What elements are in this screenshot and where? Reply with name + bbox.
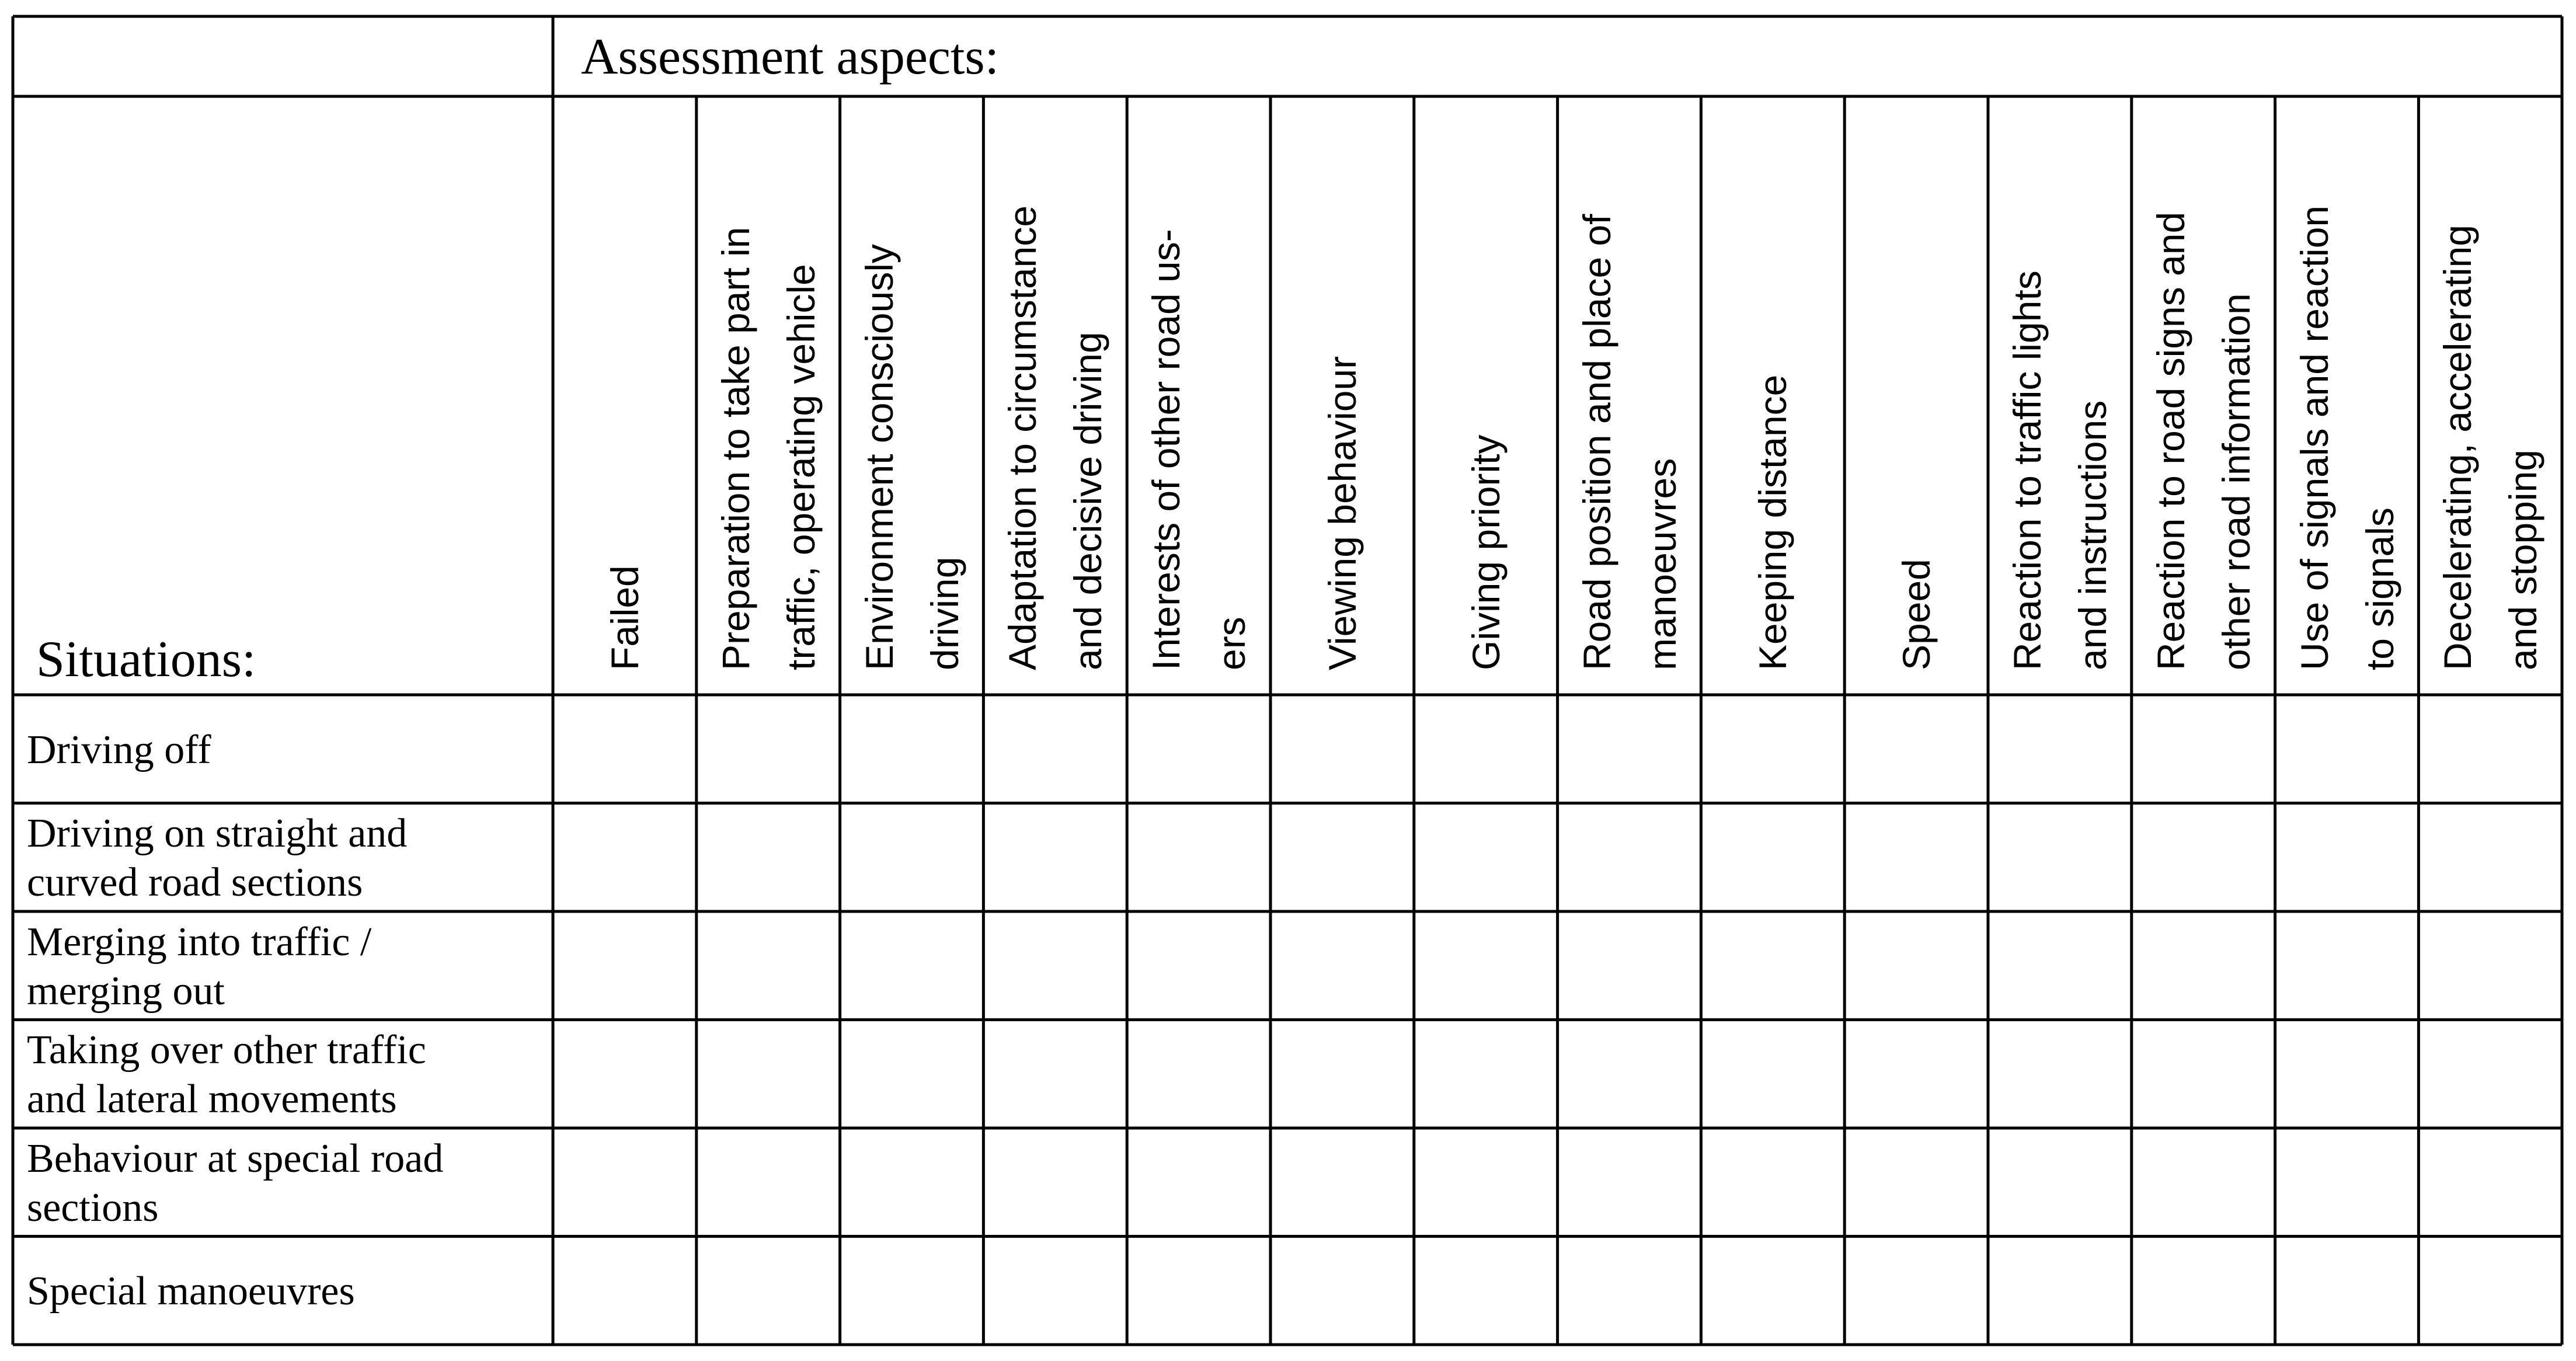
situation-label <box>27 1026 426 1124</box>
assessment-cell[interactable] <box>1560 806 1699 910</box>
assessment-cell[interactable] <box>2278 1239 2417 1343</box>
assessment-cell[interactable] <box>1129 1130 1268 1234</box>
assessment-cell[interactable] <box>1990 1239 2129 1343</box>
assessment-cell[interactable] <box>1990 1130 2129 1234</box>
situation-label <box>27 726 211 775</box>
assessment-cell[interactable] <box>555 914 694 1018</box>
assessment-cell[interactable] <box>1560 914 1699 1018</box>
assessment-cell[interactable] <box>555 697 694 801</box>
assessment-cell[interactable] <box>1273 1130 1412 1234</box>
assessment-cell[interactable] <box>986 1130 1125 1234</box>
assessment-cell[interactable] <box>1416 806 1555 910</box>
assessment-cell[interactable] <box>843 806 981 910</box>
situation-label-line: Special manoeuvres <box>27 1269 355 1314</box>
situation-label-line: and lateral movements <box>27 1077 397 1122</box>
assessment-cell[interactable] <box>699 697 838 801</box>
situation-label-line: Driving off <box>27 727 211 772</box>
aspect-header-label <box>1273 83 1411 670</box>
assessment-cell[interactable] <box>986 1239 1125 1343</box>
assessment-cell[interactable] <box>2421 1130 2560 1234</box>
aspect-label-line: Failed <box>603 565 646 670</box>
assessment-cell[interactable] <box>2134 914 2273 1018</box>
assessment-cell[interactable] <box>555 1130 694 1234</box>
assessment-cell[interactable] <box>1129 914 1268 1018</box>
situation-label-line: Taking over other traffic <box>27 1028 426 1073</box>
assessment-cell[interactable] <box>986 914 1125 1018</box>
assessment-cell[interactable] <box>2134 1130 2273 1234</box>
aspect-label-line: Reaction to traffic lights <box>2005 270 2049 670</box>
aspect-label-line: Giving priority <box>1464 434 1508 670</box>
assessment-cell[interactable] <box>1703 697 1842 801</box>
assessment-cell[interactable] <box>2278 914 2417 1018</box>
aspect-label-line: Reaction to road signs and <box>2149 211 2192 670</box>
situation-label <box>27 1267 355 1316</box>
assessment-cell[interactable] <box>1416 1239 1555 1343</box>
aspect-label-line: and decisive driving <box>1066 332 1110 670</box>
assessment-cell[interactable] <box>1847 914 1986 1018</box>
aspect-label-line: other road information <box>2214 293 2258 670</box>
situation-label-line: curved road sections <box>27 860 363 906</box>
aspect-header-label <box>2421 83 2559 670</box>
assessment-cell[interactable] <box>2134 806 2273 910</box>
situation-label-line: sections <box>27 1185 159 1230</box>
assessment-cell[interactable] <box>699 1239 838 1343</box>
aspect-label-line: driving <box>923 556 966 670</box>
assessment-cell[interactable] <box>699 1022 838 1126</box>
aspect-header-label <box>986 83 1124 670</box>
assessment-cell[interactable] <box>1847 1130 1986 1234</box>
situation-label <box>27 918 371 1016</box>
assessment-cell[interactable] <box>555 1239 694 1343</box>
assessment-cell[interactable] <box>555 1022 694 1126</box>
aspect-header-label <box>1561 83 1698 670</box>
assessment-cell[interactable] <box>699 914 838 1018</box>
aspect-label-line: Viewing behaviour <box>1320 356 1364 670</box>
aspect-header-label <box>1417 83 1555 670</box>
assessment-cell[interactable] <box>2278 1130 2417 1234</box>
aspect-header-label <box>556 83 694 670</box>
assessment-cell[interactable] <box>843 697 981 801</box>
aspect-label-line: Use of signals and reaction <box>2292 205 2336 670</box>
situation-label-line: merging out <box>27 968 225 1014</box>
assessment-cell[interactable] <box>1416 914 1555 1018</box>
aspect-header-label <box>699 83 837 670</box>
assessment-cell[interactable] <box>1560 1130 1699 1234</box>
aspect-label-line: Adaptation to circumstance <box>1001 205 1045 670</box>
assessment-cell[interactable] <box>1703 1130 1842 1234</box>
situations-heading: Situations: <box>36 631 256 688</box>
situation-label <box>27 1134 443 1233</box>
assessment-cell[interactable] <box>1416 1130 1555 1234</box>
assessment-cell[interactable] <box>1703 914 1842 1018</box>
assessment-cell[interactable] <box>2134 697 2273 801</box>
assessment-cell[interactable] <box>1990 1022 2129 1126</box>
aspect-label-line: Preparation to take part in <box>713 227 757 670</box>
assessment-cell[interactable] <box>1703 1239 1842 1343</box>
assessment-cell[interactable] <box>699 1130 838 1234</box>
assessment-cell[interactable] <box>1273 914 1412 1018</box>
assessment-cell[interactable] <box>1129 1022 1268 1126</box>
aspect-label-line: Environment consciously <box>857 244 901 670</box>
aspect-label-line: Keeping distance <box>1751 374 1795 670</box>
assessment-cell[interactable] <box>1560 1022 1699 1126</box>
assessment-cell[interactable] <box>1416 1022 1555 1126</box>
aspect-label-line: Decelerating, accelerating <box>2436 224 2480 670</box>
assessment-cell[interactable] <box>1847 1022 1986 1126</box>
situation-label-line: Behaviour at special road <box>27 1136 444 1181</box>
aspect-header-label <box>1991 83 2129 670</box>
assessment-cell[interactable] <box>1703 1022 1842 1126</box>
assessment-aspects-heading: Assessment aspects: <box>581 29 1000 85</box>
aspect-label-line: Road position and place of <box>1575 214 1618 670</box>
aspect-label-line: ers <box>1210 617 1254 670</box>
assessment-cell[interactable] <box>2278 806 2417 910</box>
assessment-cell[interactable] <box>1273 1022 1412 1126</box>
aspect-label-line: to signals <box>2358 507 2401 670</box>
situation-label-line: Merging into traffic / <box>27 919 372 965</box>
assessment-cell[interactable] <box>1273 806 1412 910</box>
assessment-cell[interactable] <box>986 806 1125 910</box>
aspect-header-label <box>1130 83 1268 670</box>
aspect-header-label <box>2278 83 2416 670</box>
assessment-cell[interactable] <box>1990 697 2129 801</box>
assessment-cell[interactable] <box>699 806 838 910</box>
assessment-cell[interactable] <box>1560 697 1699 801</box>
assessment-cell[interactable] <box>1847 806 1986 910</box>
aspect-label-line: and stopping <box>2501 450 2545 670</box>
assessment-cell[interactable] <box>2134 1239 2273 1343</box>
assessment-cell[interactable] <box>2278 1022 2417 1126</box>
assessment-cell[interactable] <box>2421 1239 2560 1343</box>
aspect-label-line: Interests of other road us- <box>1144 229 1188 670</box>
aspect-header-label <box>2135 83 2272 670</box>
aspect-label-line: and instructions <box>2070 400 2114 670</box>
assessment-cell[interactable] <box>1990 914 2129 1018</box>
assessment-cell[interactable] <box>2421 914 2560 1018</box>
assessment-cell[interactable] <box>1273 697 1412 801</box>
assessment-cell[interactable] <box>1990 806 2129 910</box>
assessment-cell[interactable] <box>1703 806 1842 910</box>
situation-label <box>27 809 407 907</box>
aspect-label-line: manoeuvres <box>1640 458 1684 670</box>
assessment-cell[interactable] <box>843 1239 981 1343</box>
assessment-cell[interactable] <box>1560 1239 1699 1343</box>
aspect-header-label <box>1704 83 1842 670</box>
assessment-cell[interactable] <box>1847 697 1986 801</box>
aspect-header-label <box>843 83 981 670</box>
assessment-cell[interactable] <box>2421 806 2560 910</box>
assessment-cell[interactable] <box>1847 1239 1986 1343</box>
aspect-label-line: traffic, operating vehicle <box>779 264 823 670</box>
aspect-label-line: Speed <box>1895 559 1938 670</box>
assessment-cell[interactable] <box>2278 697 2417 801</box>
assessment-cell[interactable] <box>1416 697 1555 801</box>
assessment-cell[interactable] <box>1129 1239 1268 1343</box>
assessment-cell[interactable] <box>986 697 1125 801</box>
assessment-cell[interactable] <box>843 1130 981 1234</box>
assessment-cell[interactable] <box>555 806 694 910</box>
assessment-cell[interactable] <box>2421 1022 2560 1126</box>
aspect-header-label <box>1847 83 1985 670</box>
assessment-cell[interactable] <box>986 1022 1125 1126</box>
situation-label-line: Driving on straight and <box>27 811 408 857</box>
assessment-cell[interactable] <box>1273 1239 1412 1343</box>
assessment-cell[interactable] <box>2134 1022 2273 1126</box>
assessment-cell[interactable] <box>2421 697 2560 801</box>
assessment-cell[interactable] <box>843 1022 981 1126</box>
assessment-cell[interactable] <box>1129 806 1268 910</box>
assessment-cell[interactable] <box>1129 697 1268 801</box>
assessment-cell[interactable] <box>843 914 981 1018</box>
